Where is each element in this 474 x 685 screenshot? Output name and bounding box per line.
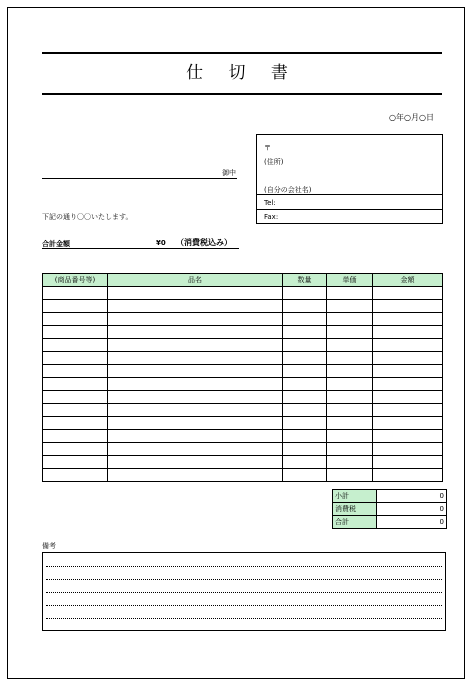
amount-cell[interactable]	[373, 313, 443, 326]
table-row	[43, 404, 443, 417]
item-name-cell[interactable]	[108, 313, 283, 326]
item-name-cell[interactable]	[108, 391, 283, 404]
quantity-cell[interactable]	[283, 300, 327, 313]
document-note: 下記の通り〇〇いたします。	[42, 213, 133, 221]
unit-price-cell[interactable]	[327, 287, 373, 300]
total-amount-line	[42, 248, 239, 249]
amount-cell[interactable]	[373, 430, 443, 443]
header-unit-price: 単価	[327, 274, 373, 287]
amount-cell[interactable]	[373, 287, 443, 300]
title-rule-top	[42, 52, 442, 54]
item-code-cell[interactable]	[43, 326, 108, 339]
amount-cell[interactable]	[373, 456, 443, 469]
item-name-cell[interactable]	[108, 378, 283, 391]
item-name-cell[interactable]	[108, 326, 283, 339]
quantity-cell[interactable]	[283, 443, 327, 456]
sender-postal: 〒	[264, 144, 271, 152]
table-row	[43, 417, 443, 430]
table-row	[43, 365, 443, 378]
recipient-line	[42, 178, 237, 179]
remarks-box[interactable]	[42, 552, 446, 631]
quantity-cell[interactable]	[283, 417, 327, 430]
amount-cell[interactable]	[373, 326, 443, 339]
quantity-cell[interactable]	[283, 339, 327, 352]
unit-price-cell[interactable]	[327, 391, 373, 404]
sender-info-box	[256, 134, 443, 224]
unit-price-cell[interactable]	[327, 417, 373, 430]
sender-tel: Tel:	[264, 199, 276, 207]
quantity-cell[interactable]	[283, 391, 327, 404]
table-row	[43, 326, 443, 339]
quantity-cell[interactable]	[283, 430, 327, 443]
sender-fax: Fax:	[264, 213, 279, 221]
item-name-cell[interactable]	[108, 456, 283, 469]
total-amount-label: 合計金額	[42, 240, 70, 248]
document-title: 仕 切 書	[186, 63, 298, 83]
document-page	[7, 7, 465, 679]
item-name-cell[interactable]	[108, 339, 283, 352]
recipient-suffix: 御中	[222, 169, 236, 177]
quantity-cell[interactable]	[283, 326, 327, 339]
remarks-line	[46, 579, 442, 580]
unit-price-cell[interactable]	[327, 378, 373, 391]
table-row	[43, 391, 443, 404]
sender-divider	[257, 209, 442, 210]
remarks-line	[46, 605, 442, 606]
remarks-label: 備考	[42, 542, 56, 550]
quantity-cell[interactable]	[283, 313, 327, 326]
total-tax-note: （消費税込み）	[176, 238, 232, 247]
unit-price-cell[interactable]	[327, 339, 373, 352]
item-code-cell[interactable]	[43, 287, 108, 300]
unit-price-cell[interactable]	[327, 313, 373, 326]
unit-price-cell[interactable]	[327, 443, 373, 456]
amount-cell[interactable]	[373, 378, 443, 391]
totals-table	[332, 489, 447, 529]
quantity-cell[interactable]	[283, 365, 327, 378]
amount-cell[interactable]	[373, 352, 443, 365]
item-code-cell[interactable]	[43, 365, 108, 378]
item-name-cell[interactable]	[108, 365, 283, 378]
amount-cell[interactable]	[373, 365, 443, 378]
unit-price-cell[interactable]	[327, 326, 373, 339]
item-name-cell[interactable]	[108, 430, 283, 443]
unit-price-cell[interactable]	[327, 404, 373, 417]
quantity-cell[interactable]	[283, 469, 327, 482]
quantity-cell[interactable]	[283, 378, 327, 391]
item-code-cell[interactable]	[43, 404, 108, 417]
unit-price-cell[interactable]	[327, 300, 373, 313]
item-name-cell[interactable]	[108, 287, 283, 300]
item-code-cell[interactable]	[43, 430, 108, 443]
document-date: ○年○月○日	[389, 113, 434, 122]
item-code-cell[interactable]	[43, 456, 108, 469]
quantity-cell[interactable]	[283, 352, 327, 365]
amount-cell[interactable]	[373, 469, 443, 482]
amount-cell[interactable]	[373, 417, 443, 430]
grand-total-row	[333, 516, 447, 529]
table-row	[43, 430, 443, 443]
amount-cell[interactable]	[373, 391, 443, 404]
unit-price-cell[interactable]	[327, 430, 373, 443]
amount-cell[interactable]	[373, 404, 443, 417]
quantity-cell[interactable]	[283, 456, 327, 469]
item-code-cell[interactable]	[43, 391, 108, 404]
amount-cell[interactable]	[373, 339, 443, 352]
table-row	[43, 339, 443, 352]
table-row	[43, 456, 443, 469]
tax-value[interactable]: 0	[377, 503, 447, 516]
tax-row	[333, 503, 447, 516]
subtotal-label: 小計	[333, 490, 377, 503]
item-code-cell[interactable]	[43, 417, 108, 430]
item-name-cell[interactable]	[108, 352, 283, 365]
item-name-cell[interactable]	[108, 469, 283, 482]
items-header-row	[43, 274, 443, 287]
sender-company: (自分の会社名)	[264, 186, 312, 194]
remarks-line	[46, 566, 442, 567]
table-row	[43, 469, 443, 482]
grand-total-value[interactable]: 0	[377, 516, 447, 529]
amount-cell[interactable]	[373, 300, 443, 313]
unit-price-cell[interactable]	[327, 352, 373, 365]
item-code-cell[interactable]	[43, 469, 108, 482]
item-code-cell[interactable]	[43, 300, 108, 313]
table-row	[43, 313, 443, 326]
sender-address: (住所)	[264, 158, 284, 166]
subtotal-row	[333, 490, 447, 503]
item-name-cell[interactable]	[108, 404, 283, 417]
total-amount-value: ¥0	[156, 239, 166, 247]
table-row	[43, 352, 443, 365]
item-code-cell[interactable]	[43, 443, 108, 456]
unit-price-cell[interactable]	[327, 456, 373, 469]
remarks-line	[46, 618, 442, 619]
item-name-cell[interactable]	[108, 417, 283, 430]
item-name-cell[interactable]	[108, 300, 283, 313]
quantity-cell[interactable]	[283, 287, 327, 300]
title-rule-bottom	[42, 93, 442, 95]
table-row	[43, 287, 443, 300]
subtotal-value[interactable]: 0	[377, 490, 447, 503]
tax-label: 消費税	[333, 503, 377, 516]
table-row	[43, 378, 443, 391]
sender-divider	[257, 194, 442, 195]
table-row	[43, 300, 443, 313]
unit-price-cell[interactable]	[327, 469, 373, 482]
items-table	[42, 273, 443, 482]
item-code-cell[interactable]	[43, 313, 108, 326]
header-quantity: 数量	[283, 274, 327, 287]
table-row	[43, 443, 443, 456]
unit-price-cell[interactable]	[327, 365, 373, 378]
item-code-cell[interactable]	[43, 378, 108, 391]
header-amount: 金額	[373, 274, 443, 287]
grand-total-label: 合計	[333, 516, 377, 529]
quantity-cell[interactable]	[283, 404, 327, 417]
header-item-name: 品名	[108, 274, 283, 287]
item-name-cell[interactable]	[108, 443, 283, 456]
item-code-cell[interactable]	[43, 352, 108, 365]
amount-cell[interactable]	[373, 443, 443, 456]
remarks-line	[46, 592, 442, 593]
header-item-code: (商品番号等)	[43, 274, 108, 287]
item-code-cell[interactable]	[43, 339, 108, 352]
